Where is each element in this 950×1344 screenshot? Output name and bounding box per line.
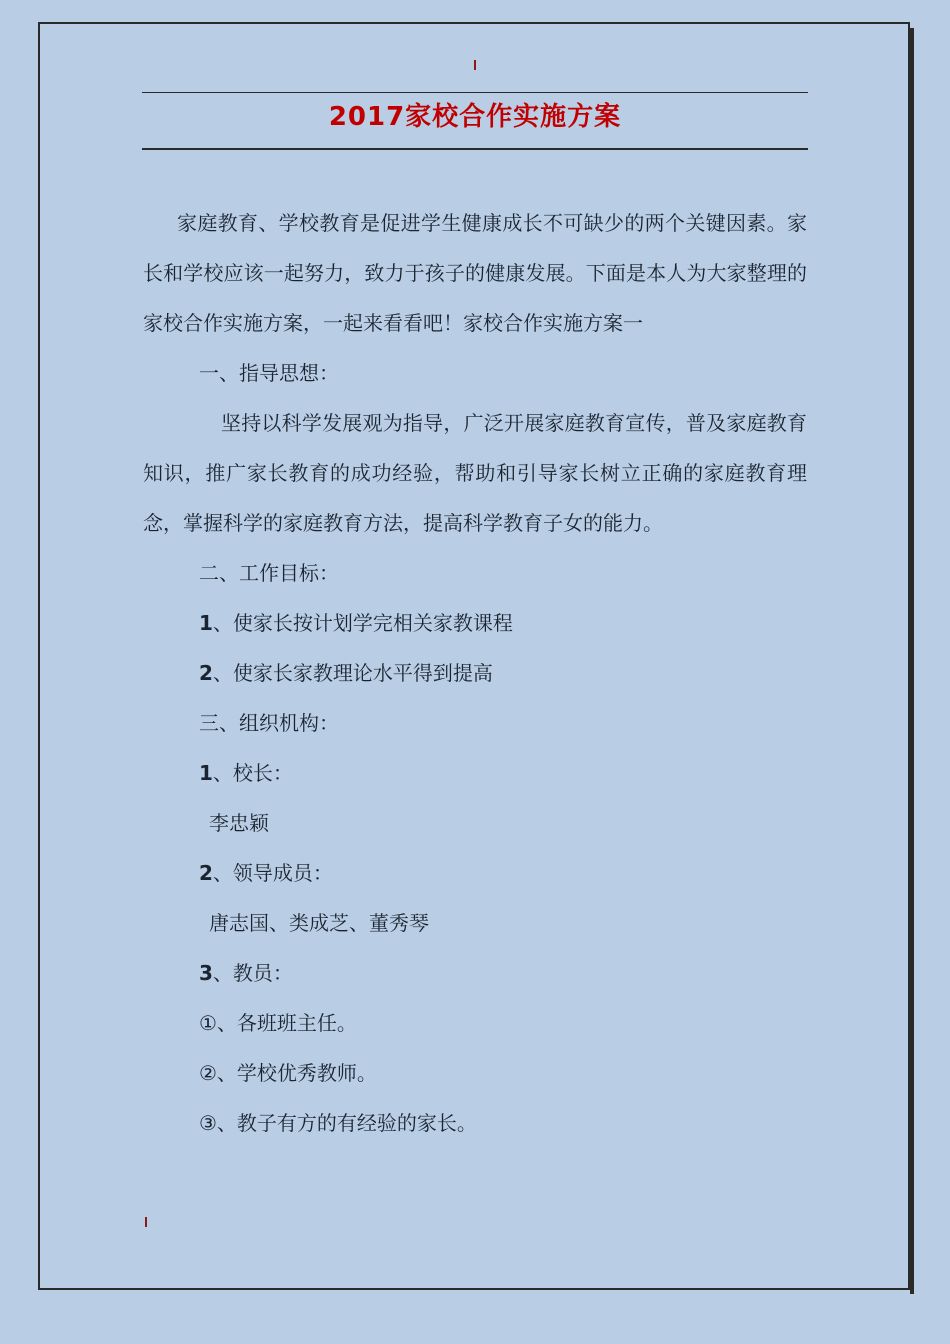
teacher-item: ②、学校优秀教师。 bbox=[199, 1061, 377, 1085]
section-heading-guiding: 一、指导思想： bbox=[199, 361, 339, 385]
bottom-margin-mark bbox=[145, 1217, 147, 1227]
teacher-item: ①、各班班主任。 bbox=[199, 1011, 357, 1035]
section-heading-goals: 二、工作目标： bbox=[199, 561, 339, 585]
leaders-label-text: 、领导成员： bbox=[212, 861, 333, 885]
teachers-label bbox=[143, 948, 807, 998]
goal-item bbox=[143, 598, 807, 648]
document-body bbox=[143, 198, 807, 1148]
goal-item-number: 2 bbox=[199, 661, 213, 685]
header-bottom-rule bbox=[142, 148, 808, 150]
teachers-number: 3 bbox=[199, 961, 213, 985]
leaders-label bbox=[143, 848, 807, 898]
principal-label-text: 、校长： bbox=[212, 761, 293, 785]
section-heading-organization: 三、组织机构： bbox=[199, 711, 339, 735]
goal-item-text: 、使家长家教理论水平得到提高 bbox=[212, 661, 493, 685]
guiding-paragraph: 坚持以科学发展观为指导，广泛开展家庭教育宣传，普及家庭教育知识，推广家长教育的成功经验，帮助和引导家长树立正确的家庭教育理念，掌握科学的家庭教育方法，提高科学教育子女的能力。 bbox=[143, 411, 807, 535]
principal-name: 李忠颖 bbox=[209, 811, 269, 835]
teacher-item: ③、教子有方的有经验的家长。 bbox=[199, 1111, 477, 1135]
principal-number: 1 bbox=[199, 761, 213, 785]
principal-label bbox=[143, 748, 807, 798]
teachers-label-text: 、教员： bbox=[212, 961, 293, 985]
leaders-number: 2 bbox=[199, 861, 213, 885]
goal-item-number: 1 bbox=[199, 611, 213, 635]
header-top-rule bbox=[142, 92, 808, 93]
document-title: 2017家校合作实施方案 bbox=[328, 102, 622, 132]
intro-paragraph: 家庭教育、学校教育是促进学生健康成长不可缺少的两个关键因素。家长和学校应该一起努力，致力于孩子的健康发展。下面是本人为大家整理的家校合作实施方案，一起来看看吧！家校合作实施方案一 bbox=[143, 211, 807, 335]
goal-item bbox=[143, 648, 807, 698]
leaders-names: 唐志国、类成芝、董秀琴 bbox=[209, 911, 429, 935]
goal-item-text: 、使家长按计划学完相关家教课程 bbox=[212, 611, 513, 635]
top-margin-mark bbox=[474, 60, 476, 70]
